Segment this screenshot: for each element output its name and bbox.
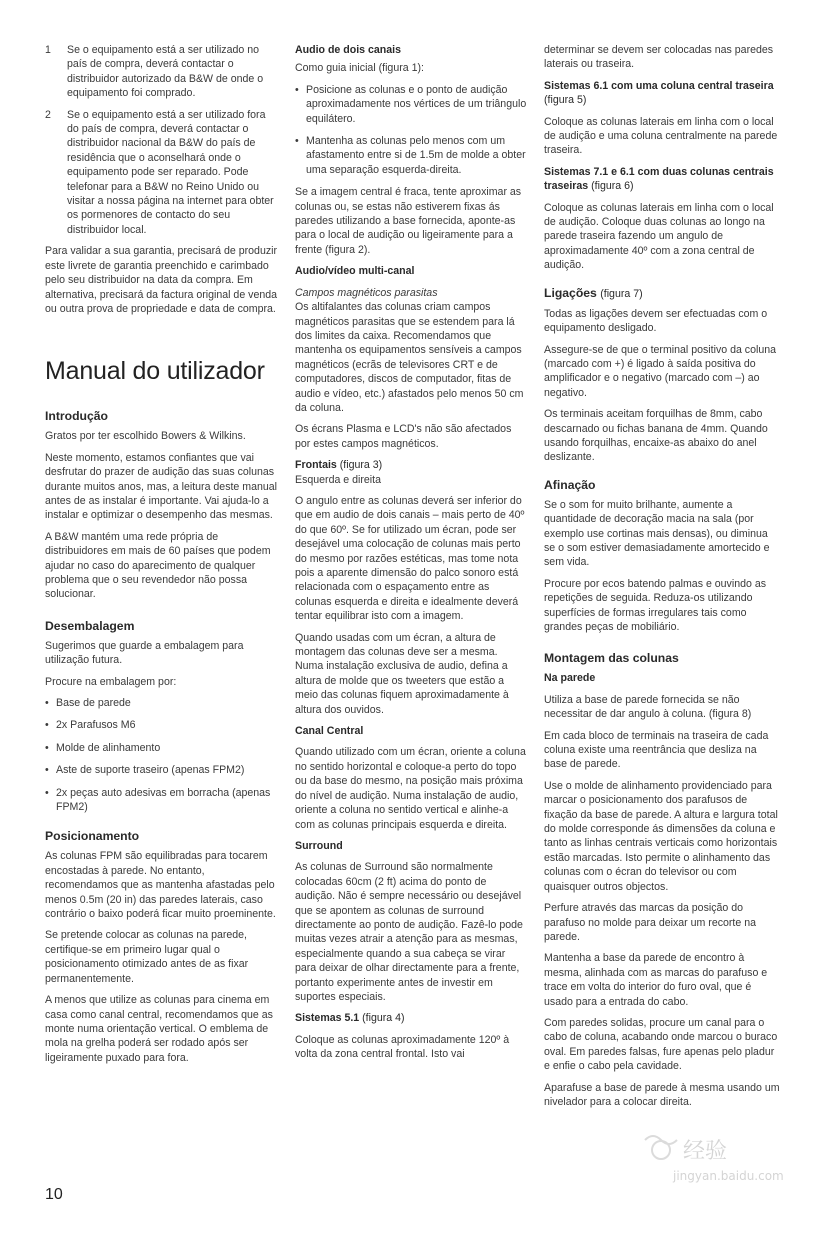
paragraph: Quando utilizado com um écran, oriente a coluna no sentido horizontal e coloque-a perto do topo ou da base do mesmo, na posição mais próxima do nível de audição. Numa instalação de audio, oriente a coluna no sentido vertical e alinhe-a com as colunas principais esquerda e direita. — [295, 746, 526, 831]
watermark-text: 经验 — [683, 1139, 728, 1164]
paragraph: Perfure através das marcas da posição do parafuso no molde para deixar um recorte na parede. — [544, 902, 756, 943]
section-heading-desembalagem: Desembalagem — [45, 618, 135, 633]
figure-reference: (figura 4) — [362, 1012, 405, 1025]
paragraph: Coloque as colunas laterais em linha com o local de audição e uma coluna centralmente na parede traseira. — [544, 115, 778, 157]
page-number: 10 — [45, 1186, 63, 1203]
section-heading-ligacoes — [544, 285, 780, 302]
paragraph: Como guia inicial (figura 1): — [295, 62, 424, 75]
subheading-frontais — [295, 458, 527, 472]
paragraph: Quando usadas com um écran, a altura de montagem das colunas deve ser a mesma. Numa instalação exclusiva de audio, defina a altura de molde que os tweeters que estão a meio das colunas fiquem aproximadamente à altura dos ouvidos. — [295, 631, 509, 716]
package-contents-list — [45, 696, 278, 814]
paragraph: Os écrans Plasma e LCD's não são afectados por estes campos magnéticos. — [295, 423, 512, 450]
paragraph: Os altifalantes das colunas criam campos magnéticos parasitas que se estendem para lá dos limites da caixa. Recomendamos que mantenha os equipamentos sensíveis a campos magnéticos (ecrãs de televisores CRT e de computadores, discos de computador, fitas de audio e vídeo, etc.) afastados pelo menos 50 cm da coluna. — [295, 301, 524, 414]
subheading-surround: Surround — [295, 839, 343, 852]
sub-label: Esquerda e direita — [295, 473, 381, 486]
paragraph: Assegure-se de que o terminal positivo da coluna (marcado com +) é ligado à saída positiva do amplificador e o negativo (marcado com –) ao negativo. — [544, 343, 777, 399]
paragraph: Use o molde de alinhamento providenciado para marcar o posicionamento dos parafusos de fixação da base de parede. A altura e largura total do molde corresponde ás dimensões da coluna e tanto as linhas centrais verticais como horizontais estão marcadas. Isto permite o alinhamento das colunas com o écran do televisor ou com quaisquer outros objectos. — [544, 779, 778, 893]
paragraph: Coloque as colunas aproximadamente 120º à volta da zona central frontal. Isto vai — [295, 1033, 510, 1061]
subheading-canal-central: Canal Central — [295, 725, 364, 738]
paragraph: Se pretende colocar as colunas na parede, certifique-se em primeiro lugar qual o posicionamento otimizado antes de as fixar permanentemente. — [45, 929, 249, 985]
subheading-multicanal: Audio/vídeo multi-canal — [295, 265, 415, 278]
item-text: Se o equipamento está a ser utilizado no país de compra, deverá contactar o distribuidor autorizado da B&W de onde o equipamento foi comprado. — [67, 44, 264, 100]
paragraph: Se o som for muito brilhante, aumente a quantidade de decoração macia na sala (por exemplo use cortinas mais densas), ou diminua se o som estiver demasiadamente amortecido e sem vida. — [544, 498, 770, 569]
paragraph: Procure por ecos batendo palmas e ouvindo as repetições de seguida. Reduza-os utilizando superfícies de formas irregulares tais como grandes peças de mobiliário. — [544, 577, 767, 633]
figure-reference: (figura 5) — [544, 94, 587, 107]
item-text: Se o equipamento está a ser utilizado fora do país de compra, deverá contactar o distribuidor nacional da B&W do país de residência que o aconselhará onde o equipamento pode ser reparado. Pode telefonar para a B&W no Reino Unido ou visitar a nossa página na internet para obter os pormenores de contacto do seu distribuidor local. — [67, 108, 274, 236]
figure-reference: (figura 6) — [591, 180, 634, 193]
heading-text: Sistemas 7.1 e 6.1 com duas colunas centrais traseiras — [544, 165, 774, 193]
paragraph: Se a imagem central é fraca, tente aproximar as colunas ou, se estas não estiverem fixas ás paredes utilizando a base fornecida, aponte-as para o local de audição ou ligeiramente para a frente (figura 2). — [295, 186, 522, 256]
paragraph: As colunas FPM são equilibradas para tocarem encostadas à parede. No entanto, recomendamos que as mantenha afastadas pelo menos 0.5m (20 in) das paredes laterais, caso contrário o baixo poderá ficar muito proeminente. — [45, 850, 276, 921]
heading-text: Frontais — [295, 459, 337, 472]
item-number: 1 — [45, 44, 51, 56]
list-item: • Base de parede — [45, 696, 278, 710]
paragraph: A B&W mantém uma rede própria de distribuidores em mais de 60 países que podem ajudar no caso do aparecimento de qualquer problema que o seu revendedor não possa solucionar. — [45, 530, 271, 601]
list-item: • 2x Parafusos M6 — [45, 718, 278, 732]
paragraph: Aparafuse a base de parede à mesma usando um nivelador para a colocar direita. — [544, 1081, 780, 1108]
paragraph: determinar se devem ser colocadas nas paredes laterais ou traseira. — [544, 44, 774, 71]
column-3 — [544, 43, 780, 1116]
paragraph: Sugerimos que guarde a embalagem para utilização futura. — [45, 639, 244, 667]
paragraph: A menos que utilize as colunas para cinema em casa como canal central, recomendamos que as monte numa orientação vertical. O emblema de mola na grelha poderá ser rodado após ser ligeiramente puxado para fora. — [45, 994, 273, 1064]
paragraph: Coloque as colunas laterais em linha com o local de audição. Coloque duas colunas ao longo na parede traseira fazendo um angulo de aproximadamente 40º com a zona central de audição. — [544, 201, 774, 272]
italic-subheading: Campos magnéticos parasitas — [295, 286, 438, 299]
subheading-sistemas-71 — [544, 165, 780, 194]
subheading-sistemas-51 — [295, 1011, 527, 1025]
paragraph: Gratos por ter escolhido Bowers & Wilkins. — [45, 430, 246, 443]
page-title: Manual do utilizador — [45, 357, 265, 386]
list-item: • Molde de alinhamento — [45, 741, 278, 755]
section-heading-introducao: Introdução — [45, 409, 108, 424]
paragraph: O angulo entre as colunas deverá ser inferior do que em audio de dois canais – mais perto de 40º do que 60º. Se for utilizado um écran, pode ser desejável uma colocação de colunas mais perto do mesmo por razões estéticas, mas tome nota pois a aparente dimensão do palco sonoro está relacionada com o espaçamento entre as colunas esquerda e direita e idealmente deverá tentar equilibrar isto com a imagem. — [295, 494, 525, 623]
list-item: • 2x peças auto adesivas em borracha (apenas FPM2) — [45, 786, 278, 815]
section-heading-posicionamento: Posicionamento — [45, 829, 140, 844]
list-item: • Posicione as colunas e o ponto de audição aproximadamente nos vértices de um triângulo equilátero. — [295, 83, 527, 126]
warranty-item-1 — [45, 43, 278, 101]
paragraph: Mantenha a base da parede de encontro à mesma, alinhada com as marcas do parafuso e trace em volta do interior do furo oval, que é usado para a entrada do cabo. — [544, 952, 768, 1008]
paragraph: Em cada bloco de terminais na traseira de cada coluna existe uma reentrância que desliza na base de parede. — [544, 729, 769, 771]
positioning-list — [295, 83, 527, 177]
list-item: • Mantenha as colunas pelo menos com um afastamento entre si de 1.5m de molde a obter uma separação esquerda-direita. — [295, 134, 527, 177]
warranty-item-2 — [45, 108, 278, 238]
paragraph: Os terminais aceitam forquilhas de 8mm, cabo descarnado ou fichas banana de 4mm. Quando usando forquilhas, encaixe-as abaixo do anel deslizante. — [544, 408, 768, 464]
subheading-na-parede: Na parede — [544, 672, 596, 685]
paragraph: Utiliza a base de parede fornecida se não necessitar de dar angulo à coluna. (figura 8) — [544, 693, 752, 721]
paragraph: As colunas de Surround são normalmente colocadas 60cm (2 ft) acima do ponto de audição. Não é sempre necessário ou desejável que se apontem as colunas de surround directamente ao ponto de audição. Fazê-lo pode muitas vezes atrair a atenção para as mesmas, especialmente quando a sua cabeça se virar para deixar de olhar directamente para a frente, portanto experimente antes de investir em suportes especiais. — [295, 861, 523, 1003]
paragraph: Com paredes solidas, procure um canal para o cabo de coluna, acabando onde marcou o buraco oval. Em paredes falsas, fure apenas pelo pladur e enfie o cabo pela cavidade. — [544, 1016, 778, 1073]
item-number: 2 — [45, 108, 51, 121]
warranty-paragraph: Para validar a sua garantia, precisará de produzir este livrete de garantia preenchido e carimbado pelo seu distribuidor na data da compra. Em alternativa, precisará da factura original de venda ou outra prova de propriedade e data de compra. — [45, 245, 278, 315]
watermark-logo — [635, 1128, 785, 1188]
figure-reference: (figura 3) — [339, 459, 383, 472]
paragraph: Todas as ligações devem ser efectuadas com o equipamento desligado. — [544, 307, 768, 335]
watermark-url: jingyan.baidu.com — [673, 1169, 784, 1183]
figure-reference: (figura 7) — [600, 287, 643, 300]
heading-text: Sistemas 6.1 com uma coluna central traseira — [544, 79, 774, 92]
list-item: • Aste de suporte traseiro (apenas FPM2) — [45, 763, 278, 777]
paragraph: Neste momento, estamos confiantes que vai desfrutar do prazer de audição das suas colunas durante muitos anos, mas, a leitura deste manual antes de as instalar é importante. Vai ajuda-lo a instalar e optimizar o desempenho das mesmas. — [45, 451, 278, 522]
paragraph: Procure na embalagem por: — [45, 675, 177, 688]
heading-text: Ligações — [544, 285, 597, 300]
column-2 — [295, 43, 527, 1069]
column-1 — [45, 43, 278, 1072]
heading-text: Sistemas 5.1 — [295, 1012, 360, 1025]
subheading-audio-dois-canais: Audio de dois canais — [295, 44, 401, 56]
subheading-sistemas-61 — [544, 79, 780, 108]
section-heading-montagem: Montagem das colunas — [544, 651, 679, 666]
section-heading-afinacao: Afinação — [544, 477, 596, 492]
